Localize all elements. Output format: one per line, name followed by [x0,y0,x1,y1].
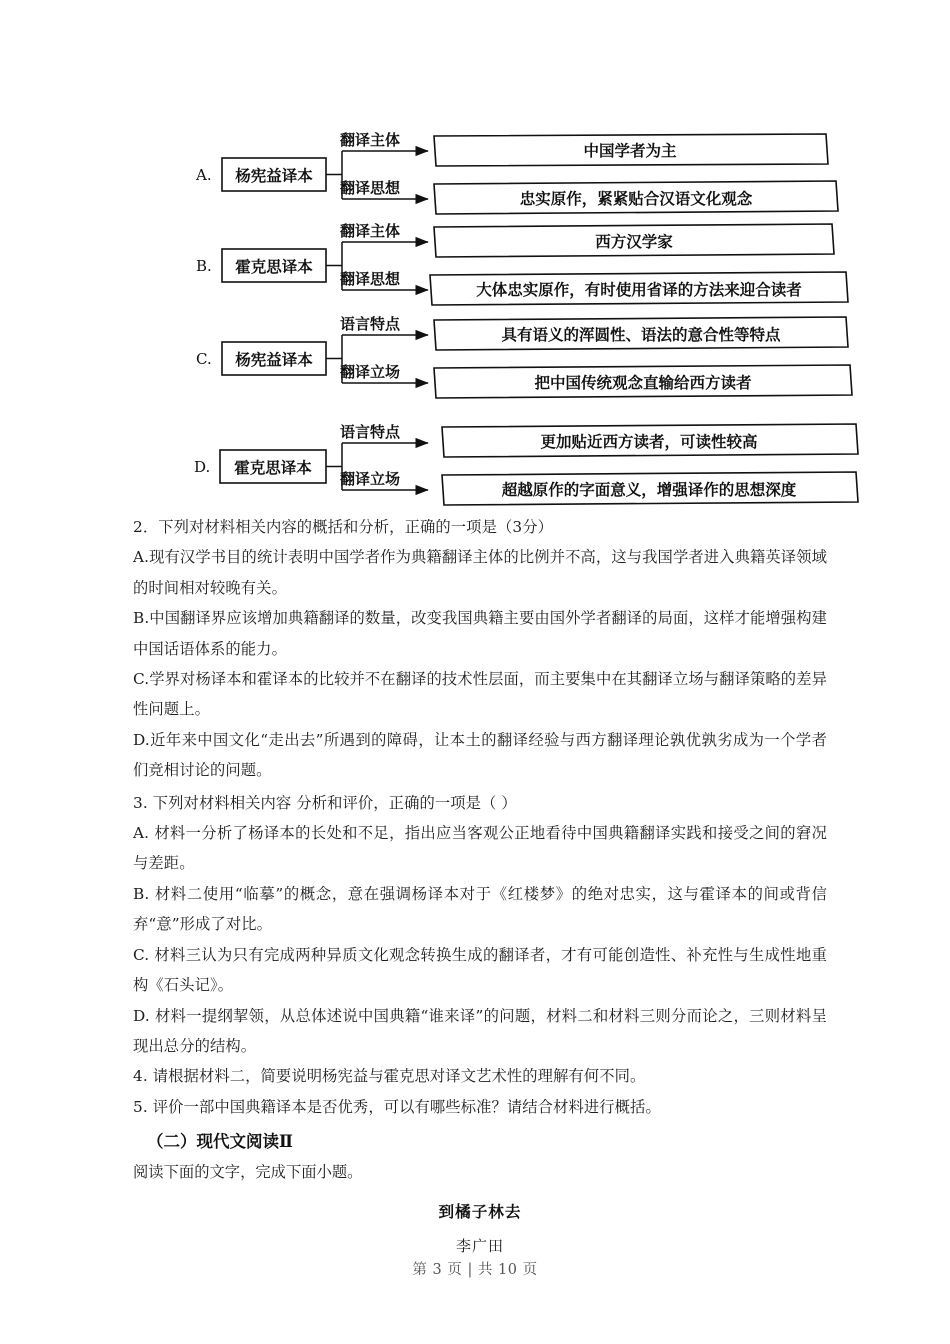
option-c-letter: C. [196,350,212,368]
question-5: 5. 评价一部中国典籍译本是否优秀，可以有哪些标准？请结合材料进行概括。 [133,1097,661,1116]
diagram-option-a [195,131,838,214]
question-3-option-d: D. 材料一提纲挈领，从总体述说中国典籍“谁来译”的问题，材料二和材料三则分而论之，三则材料呈现出总分的结构。 [133,1006,827,1055]
option-c-value-1-text: 具有语义的浑圆性、语法的意合性等特点 [501,325,781,344]
question-3-stem: 3. 下列对材料相关内容 分析和评价，正确的一项是（ ） [133,793,517,812]
option-a-subject-label: 杨宪益译本 [235,166,313,185]
option-d-branch-2-label: 翻译立场 [340,470,401,488]
question-2-option-a: A.现有汉学书目的统计表明中国学者作为典籍翻译主体的比例并不高，这与我国学者进入典籍英译领域的时间相对较晚有关。 [133,548,827,597]
question-4: 4. 请根据材料二，简要说明杨宪益与霍克思对译文艺术性的理解有何不同。 [133,1067,646,1086]
option-b-value-2-text: 大体忠实原作，有时使用省译的方法来迎合读者 [476,280,802,299]
option-d-value-1-text: 更加贴近西方读者，可读性较高 [540,432,758,451]
option-b-branch-1-label: 翻译主体 [340,222,401,240]
option-d-subject-label: 霍克思译本 [234,458,312,477]
option-a-branch-1-label: 翻译主体 [340,131,401,149]
option-d-letter: D. [194,458,211,476]
option-c-branch-2-label: 翻译立场 [340,363,401,381]
question-2-option-b: B.中国翻译界应该增加典籍翻译的数量，改变我国典籍主要由国外学者翻译的局面，这样才能增强构建中国话语体系的能力。 [133,609,827,658]
question-2-stem: 2．下列对材料相关内容的概括和分析，正确的一项是（3分） [133,518,553,536]
option-a-value-2-text: 忠实原作，紧紧贴合汉语文化观念 [519,189,753,208]
option-b-value-1-text: 西方汉学家 [595,232,673,251]
diagram-option-c [196,315,852,398]
option-a-letter: A. [196,166,212,184]
option-d-value-2-text: 超越原作的字面意义，增强译作的思想深度 [501,480,797,499]
option-c-subject-label: 杨宪益译本 [235,350,313,369]
question-3 [133,788,827,1062]
option-b-letter: B. [196,257,212,275]
option-a-branch-2-label: 翻译思想 [340,179,401,197]
passage-title: 到橘子林去 [438,1202,522,1222]
options-diagram-svg [0,0,950,508]
diagram-option-b [196,222,848,305]
diagram-option-d [194,423,858,505]
question-3-option-b: B. 材料二使用“临摹”的概念，意在强调杨译本对于《红楼梦》的绝对忠实，这与霍译本的间或背信弃“意”形成了对比。 [133,884,827,934]
question-2-option-d: D.近年来中国文化“走出去”所遇到的障碍，让本土的翻译经验与西方翻译理论孰优孰劣成为一个学者们竞相讨论的问题。 [133,730,827,780]
option-b-subject-label: 霍克思译本 [235,257,313,276]
question-3-option-c: C. 材料三认为只有完成两种异质文化观念转换生成的翻译者，才有可能创造性、补充性与生成性地重构《石头记》。 [133,945,827,995]
option-a-value-1-text: 中国学者为主 [583,141,677,160]
option-b-branch-2-label: 翻译思想 [340,270,401,288]
page-footer [0,1258,950,1279]
passage-author: 李广田 [455,1237,504,1256]
question-3-option-a: A. 材料一分析了杨译本的长处和不足，指出应当客观公正地看待中国典籍翻译实践和接受之间的窘况与差距。 [133,824,827,873]
section-heading-modern-reading-2: （二）现代文阅读Ⅱ [147,1132,293,1152]
options-diagram [0,0,950,508]
document-body [133,512,827,1261]
question-2-option-c: C.学界对杨译本和霍译本的比较并不在翻译的技术性层面，而主要集中在其翻译立场与翻译策略的差异性问题上。 [133,670,827,719]
section-lead-instruction: 阅读下面的文字，完成下面小题。 [133,1163,363,1182]
question-2 [133,512,827,786]
option-c-branch-1-label: 语言特点 [340,315,401,333]
option-c-value-2-text: 把中国传统观念直输给西方读者 [534,373,752,392]
option-d-branch-1-label: 语言特点 [340,423,401,441]
page-number-text: 第 3 页 | 共 10 页 [412,1262,538,1278]
